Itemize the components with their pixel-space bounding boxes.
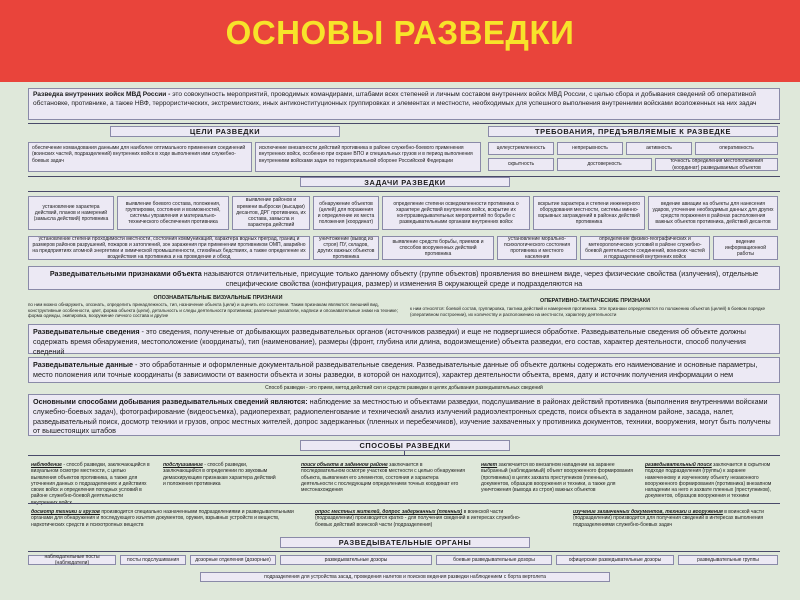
requirement-item: непрерывность (557, 142, 623, 155)
goals-heading: ЦЕЛИ РАЗВЕДКИ (110, 126, 340, 137)
organ-item: посты подслушивания (120, 555, 186, 565)
method-item (160, 460, 280, 500)
intro-term: Разведка внутренних войск МВД России - (33, 91, 171, 98)
tasks-heading: ЗАДАЧИ РАЗВЕДКИ (300, 177, 510, 187)
organ-item: дозорные отделения (дозорные) (190, 555, 276, 565)
tactical-signs-heading: ОПЕРАТИВНО-ТАКТИЧЕСКИЕ ПРИЗНАКИ (540, 298, 650, 304)
intel-info-term: Разведывательные сведения (33, 327, 140, 336)
task-item: выявление боевого состава, положения, группировки, состояния и возможностей, системы управления и материально-технического обеспечения противника (117, 196, 229, 230)
tactical-signs-text: к ним относятся: боевой состав, группировка, тактика действий и намерения противника. Эти признаки определяются по положению объектов (целей) в боевом порядке (оперативном построении), их количеству и расположению на местности, характеру деятельности (410, 306, 765, 317)
organ-item: наблюдательные посты (наблюдатели) (28, 555, 116, 565)
method-item (312, 507, 534, 533)
task-item: уничтожение (вывод из строя) ПУ, складов, других важных объектов противника (313, 236, 379, 260)
main-methods-definition (28, 394, 780, 436)
method-item (28, 460, 154, 500)
intel-data-text: - это обработанные и оформленные документальной разведывательные сведения. Разведывательные данные об объекте должны содержать его наименование и основные параметры, место положения или точные координаты (в зависимости от важности объекта и зоны разведки, в которой он находится), характер деятельности объекта, время, дату и источник получения информации о нем (33, 360, 758, 379)
signs-term: Разведывательными признаками объекта (49, 269, 202, 278)
connector-line (28, 455, 780, 456)
method-item (28, 507, 298, 533)
method-text: заключается в скрытном подходе подразделения (группы) к заранее намеченному и изученному объекту незаконного вооруженного формирования (противника) внезапном нападении на него и захвате пленных (преступников), документов, образцов вооружения и техники (645, 462, 772, 500)
requirements-heading: ТРЕБОВАНИЯ, ПРЕДЪЯВЛЯЕМЫЕ К РАЗВЕДКЕ (488, 126, 778, 137)
intel-data-term: Разведывательные данные (33, 360, 134, 369)
intel-data-definition (28, 357, 780, 383)
task-item: установление степени проходимости местности, состояния коммуникаций, характера водных преград, границ и размеров районов разрушений, пожаров и затоплений, зон заражения при применении противником ОМП, аварийно на предприятиях атомной энергетики и химической промышленности, стихийных бедствиях, а также определение их воздействия на противника и на проведение и обход (28, 236, 310, 260)
method-text: заключается в последовательном осмотре участков местности с целью обнаружения объекта, выявления его элементов, состояния и характера деятельности с последующим определением точных координат его местонахождения (301, 462, 466, 493)
method-text: - способ разведки, заключающийся в определении по звуковым демаскирующим признакам характера действий и положения противника (163, 462, 276, 487)
method-term: подслушивание (163, 462, 203, 468)
organ-item: разведывательные группы (678, 555, 778, 565)
organ-item: боевые разведывательные дозоры (436, 555, 552, 565)
requirement-item: скрытность (488, 158, 554, 171)
method-item (478, 460, 636, 500)
method-text: в воинской части (подразделении) производится для получения сведений в интересах выполнения подразделениями служебно-боевых задач (573, 509, 764, 528)
goal-item: обеспечение командования данными для наиболее оптимального применения соединений (воинских частей, подразделений) внутренних войск в ходе выполнения ими служебно-боевых задач (28, 142, 252, 172)
method-definition: Способ разведки - это прием, метод действий сил и средств разведки в целях добывания разведывательных сведений (265, 385, 543, 391)
page-title: ОСНОВЫ РАЗВЕДКИ (225, 14, 575, 51)
main-methods-text: наблюдение за местностью и объектами разведки, подслушивание в районах действий противника (выполнения внутренними войсками служебно-боевых задач), фотографирование (видеосъемка), радиоперехват, радиопеленгование и технический анализ излучений радиоэлектронных средств, поиск объекта в заданном районе, засада, налет, разведывательный поиск, досмотр техники и грузов, опрос местных жителей, допрос задержанных (пленных и перебежчиков), изучение захваченных у противника документов, техники, вооружения, могут быть получены от вышестоящих штабов (33, 397, 771, 436)
signs-text: называются отличительные, присущие только данному объекту (группе объектов) проявления во внешнем виде, через физические свойства (излучения), отдельные специфические свойства (конфигурация, размер) и изменения В окружающей среде и подразделяются на (201, 269, 759, 288)
task-item: ведение информационной работы (713, 236, 778, 260)
task-item: выявление районов и времени выброски (высадки) десантов, ДРГ противника, их состава, замысла и характера действий (232, 196, 310, 230)
connector-line (28, 191, 780, 192)
intro-text: это совокупность мероприятий, проводимых командирами, штабами всех степеней и личным составом внутренних войск МВД России, с целью сбора и добывания сведений об оперативной обстановке, противнике, а также НВФ, террористических, экстремистских, иных антиконституционных группировках и элементах и местности, необходимых для успешного выполнения внутренними войсками возложенных на них задач (33, 91, 757, 107)
requirement-item: активность (626, 142, 692, 155)
method-term: изучение захваченных документов, техники и вооружения (573, 509, 723, 515)
intel-info-text: - это сведения, полученные от добывающих разведывательных органов (источников разведки) и еще не подвергшиеся обработке. Разведывательные сведения об объекте должны содержать время обнаружения, местоположение (координаты), тип (наименование), размеры (фронт, глубина или длина, водоизмещение) объекта разведки, его состав, характер деятельности, способ получения сведений (33, 327, 746, 356)
method-item (642, 460, 780, 500)
method-item (570, 507, 780, 533)
organ-item: офицерские разведывательные дозоры (556, 555, 674, 565)
task-item: выявление средств борьбы, приемов и способов вооруженных действий противника (382, 236, 494, 260)
task-item: вскрытие характера и степени инженерного оборудования местности, системы минно-взрывных заграждений в районах действий противника (533, 196, 645, 230)
task-item: обнаружение объектов (целей) для поражения и определение их места положения (координат) (313, 196, 379, 230)
method-text: в воинской части (подразделении) производится кратко - для получения сведений в интересах служебно-боевых действий воинской части (подразделения) (315, 509, 521, 528)
requirement-item: достоверность (557, 158, 652, 171)
method-item (298, 460, 468, 500)
task-item: ведение авиации на объекты для нанесения ударов, уточнение необходимых данных для других средств поражения в районах расположения важных объектов противника, действий десантов (648, 196, 778, 230)
method-term: наблюдение (31, 462, 62, 468)
requirement-item: оперативность (695, 142, 778, 155)
method-term: опрос местных жителей, допрос задержанных (пленных) (315, 509, 463, 515)
method-text: производится специально назначенными подразделениями и разведывательными органами для обнаружения и последующего изъятия документов, оружия, взрывных устройств и веществ, наркотических средств и психотропных веществ (31, 509, 294, 528)
task-item: установление характера действий, планов и намерений (замысла действий) противника (28, 196, 114, 230)
method-term: поиск объекта в заданном районе (301, 462, 388, 468)
task-item: установление морально-психологического состояния противника и местного населения (497, 236, 577, 260)
method-term: налет (481, 462, 498, 468)
organ-item: разведывательные дозоры (280, 555, 432, 565)
requirement-item: целеустремленность (488, 142, 554, 155)
intel-info-definition (28, 324, 780, 354)
method-text: заключается во внезапном нападении на заранее выбранный (наблюдаемый) объект вооруженного формирования (противника) в целях захвата преступников (пленных), документов, образцов вооружения и техники, а также для уничтожения (вывода из строя) важных объектов (481, 462, 633, 493)
goal-item: исключение внезапности действий противника в районе служебно-боевого применения внутренних войск, особенно при охране ВПО и специальных грузов и в период выполнения внутренними войсками задач по территориальной обороне Российской Федерации (255, 142, 481, 172)
organs-footer: подразделения для устройства засад, проведения налетов и поисков ведения разведки наблюдением с борта вертолета (200, 572, 610, 582)
visual-signs-heading: ОПОЗНАВАТЕЛЬНЫЕ ВИЗУАЛЬНЫЕ ПРИЗНАКИ (153, 295, 283, 301)
connector-line (28, 123, 780, 124)
methods-heading: СПОСОБЫ РАЗВЕДКИ (300, 440, 510, 451)
method-text: - способ разведки, заключающийся в визуальном осмотре местности, с целью выявления объектов противника, а также для уточнения данных о подразделениях и действиях своих войск и определения погодных условий в районе служебно-боевой деятельности (31, 462, 150, 500)
visual-signs-text: по ним можно обнаружить, опознать, определить принадлежность, тип, назначение объекта (цели) и оценить его состояние. Таким признакам являются: внешний вид, конструктивные особенности, цвет, форма объекта (цели), детальность и следы деятельности противника; различные указатели, надписи и опознавательные знаки на технике; форма одежды, экипировка, вооружение личного состава и другие (28, 302, 398, 319)
connector-line (404, 451, 405, 455)
requirement-item: точность определения местоположения (координат) разведываемых объектов (655, 158, 778, 171)
main-methods-term: Основными способами добывания разведывательных сведений являются: (33, 397, 308, 406)
task-item: определение физико-географических и метеорологических условий в районе служебно-боевой деятельности соединений, воинских частей и подразделений внутренних войск (580, 236, 710, 260)
connector-line (28, 551, 780, 552)
connector-line (28, 503, 780, 504)
intro-definition (28, 88, 780, 120)
method-term: досмотр техники и грузов (31, 509, 100, 515)
signs-definition (28, 266, 780, 290)
task-item: определение степени осведомленности противника о характере действий внутренних войск, вскрытие их контрразведывательных мероприятий по борьбе с разведывательными органами внутренних войск (382, 196, 530, 230)
organs-heading: РАЗВЕДЫВАТЕЛЬНЫЕ ОРГАНЫ (280, 537, 530, 548)
method-term: разведывательный поиск (645, 462, 712, 468)
